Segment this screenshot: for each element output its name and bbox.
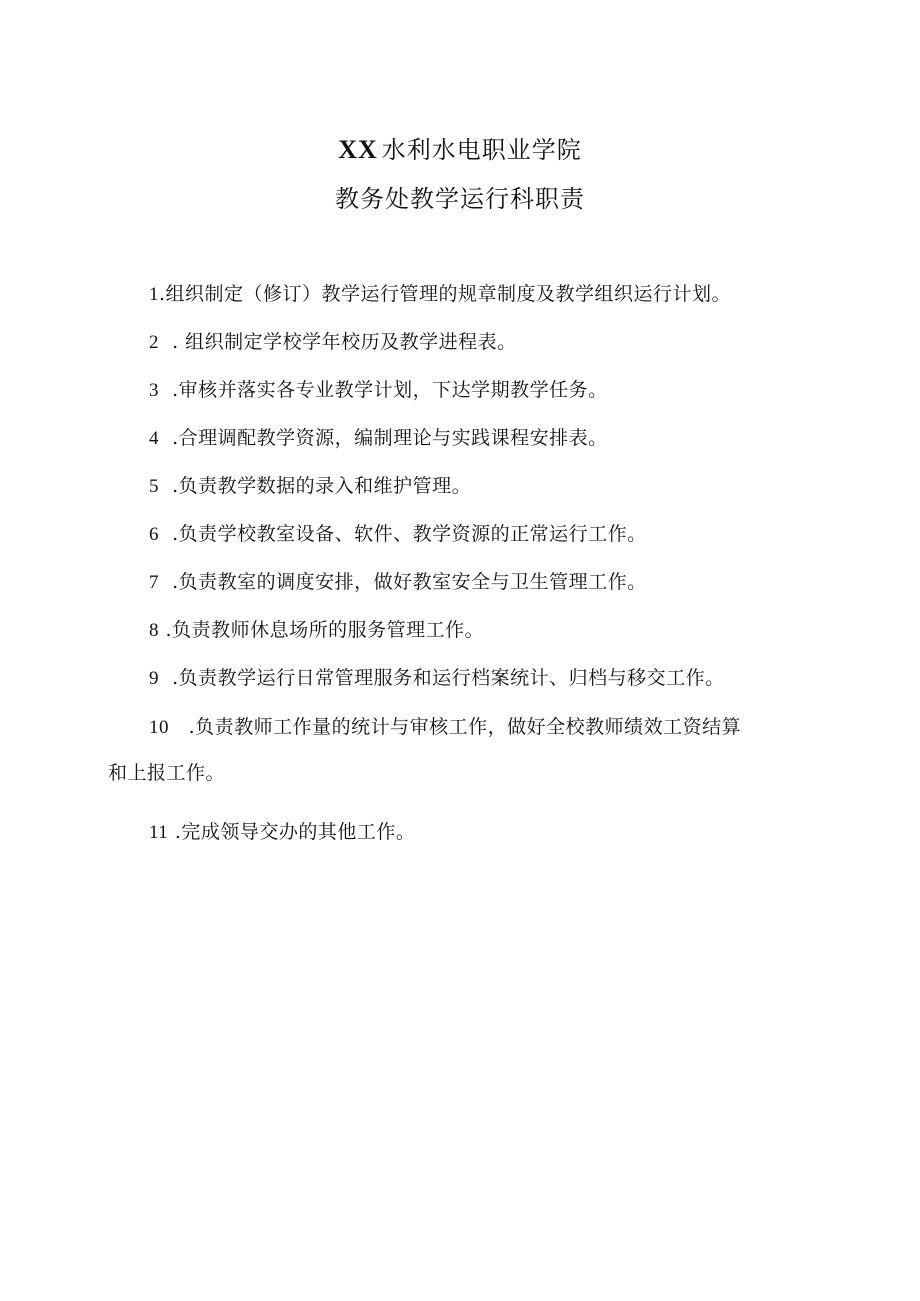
- item-separator: .: [159, 379, 179, 401]
- item-separator: .: [159, 475, 179, 497]
- item-number: 1: [149, 284, 159, 305]
- item-number: 4: [149, 428, 159, 449]
- item-text: 组织制定学校学年校历及教学进程表。: [185, 331, 517, 353]
- list-item: [108, 654, 808, 703]
- title-prefix: XX: [338, 135, 378, 164]
- item-text: 组织制定（修订）教学运行管理的规章制度及教学组织运行计划。: [165, 283, 732, 305]
- item-number: 7: [149, 572, 159, 593]
- item-number: 6: [149, 524, 159, 545]
- item-number: 8: [149, 620, 159, 641]
- item-separator: .: [159, 571, 179, 593]
- item-separator: .: [168, 821, 182, 843]
- list-item: [108, 366, 808, 415]
- item-separator: .: [169, 716, 196, 738]
- item-separator: .: [159, 427, 179, 449]
- item-number: 9: [149, 668, 159, 689]
- list-item: [108, 704, 808, 751]
- list-item: [108, 606, 808, 655]
- list-item: [108, 808, 808, 857]
- list-item: [108, 414, 808, 463]
- item-text: 负责教学运行日常管理服务和运行档案统计、归档与移交工作。: [178, 667, 725, 689]
- item-text: 合理调配教学资源，编制理论与实践课程安排表。: [178, 427, 608, 449]
- item-text: 负责教师休息场所的服务管理工作。: [172, 619, 485, 641]
- document-title-dept: 教务处教学运行科职责: [335, 185, 585, 213]
- list-item: [108, 462, 808, 511]
- item-text: 完成领导交办的其他工作。: [181, 821, 416, 843]
- list-item: [108, 558, 808, 607]
- item-separator: .: [159, 667, 179, 689]
- title-school-name: 水利水电职业学院: [381, 136, 582, 164]
- list-item: [108, 318, 808, 367]
- document-title-school: [0, 134, 920, 166]
- item-separator: .: [159, 331, 186, 353]
- item-number: 2: [149, 332, 159, 353]
- item-text: 负责教室的调度安排，做好教室安全与卫生管理工作。: [178, 571, 647, 593]
- item-text: 审核并落实各专业教学计划，下达学期教学任务。: [178, 379, 608, 401]
- item-text: 负责教师工作量的统计与审核工作，做好全校教师绩效工资结算: [195, 716, 742, 738]
- item-number: 3: [149, 380, 159, 401]
- list-item: [108, 270, 808, 319]
- item-separator: .: [159, 283, 166, 305]
- item-separator: .: [159, 619, 173, 641]
- item-number: 10: [149, 717, 169, 738]
- list-item-continuation: 和上报工作。: [108, 762, 226, 784]
- item-separator: .: [159, 523, 179, 545]
- item-text: 负责教学数据的录入和维护管理。: [178, 475, 472, 497]
- item-number: 5: [149, 476, 159, 497]
- item-number: 11: [149, 822, 169, 843]
- list-item: [108, 510, 808, 559]
- item-text: 负责学校教室设备、软件、教学资源的正常运行工作。: [178, 523, 647, 545]
